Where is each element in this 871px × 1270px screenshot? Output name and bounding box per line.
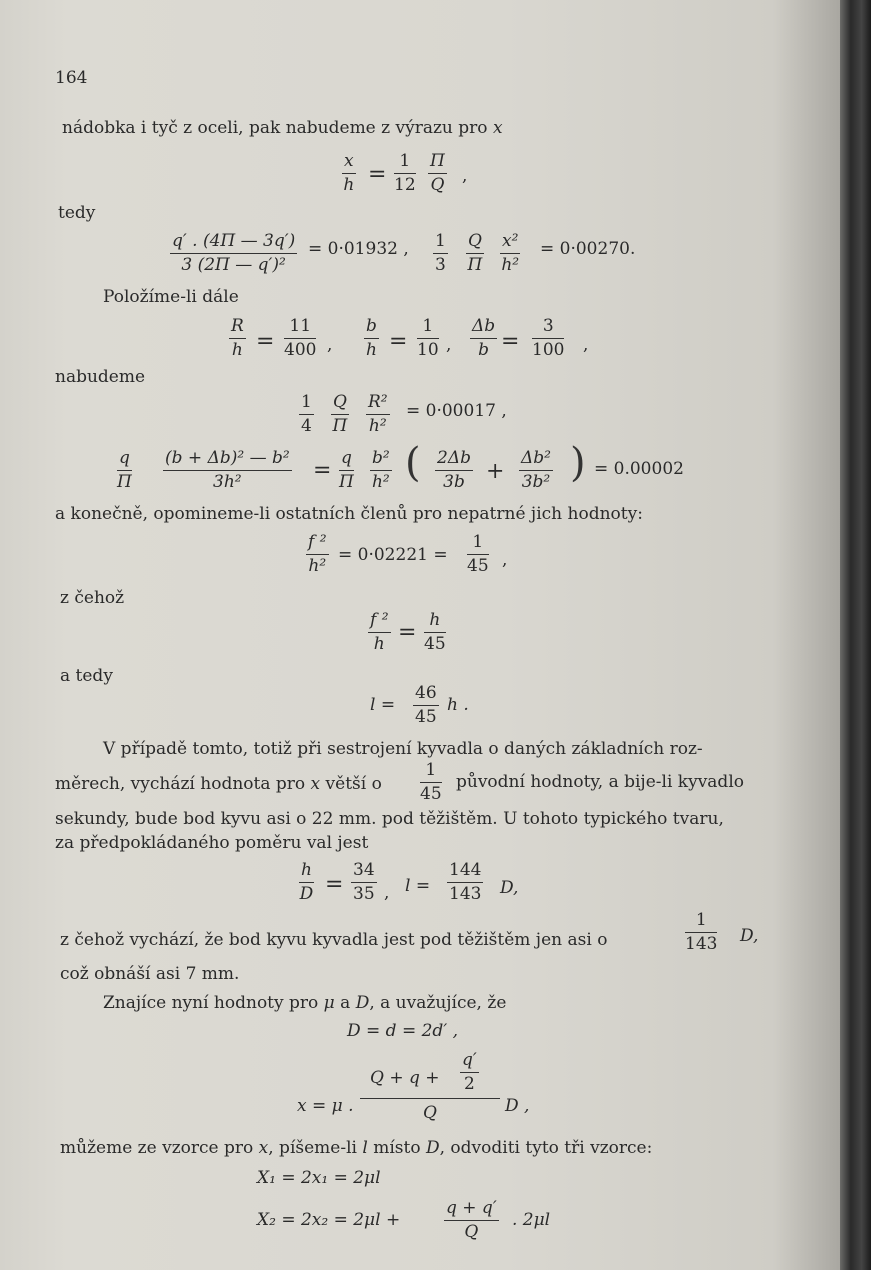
var-x: x bbox=[258, 1138, 269, 1158]
num: 46 bbox=[413, 685, 439, 706]
num: R² bbox=[366, 394, 390, 415]
eq3-frac-1-3 bbox=[433, 233, 448, 274]
para3-post: , a uvažujíce, že bbox=[369, 993, 507, 1013]
eq9-h: h . bbox=[447, 695, 469, 715]
eq10-equals: = bbox=[325, 872, 344, 897]
var-mu: μ bbox=[323, 993, 335, 1013]
den: 45 bbox=[415, 707, 437, 727]
para2-line1: z čehož vychází, že bod kyvu kyvadla jest pod těžištěm jen asi o bbox=[60, 930, 608, 950]
text-line-1-body: nádobka i tyč z oceli, pak nabudeme z výrazu pro bbox=[62, 118, 488, 138]
num: 1 bbox=[417, 318, 439, 339]
para3-pre: Znajíce nyní hodnoty pro bbox=[103, 993, 319, 1013]
eq4-frac-b-h bbox=[364, 318, 379, 359]
num: f ² bbox=[306, 534, 329, 555]
den: 3b bbox=[443, 472, 465, 492]
eq12-inner-frac bbox=[460, 1052, 479, 1093]
var-D: D bbox=[355, 993, 370, 1013]
eq6-equals: = bbox=[313, 458, 332, 483]
eq6-frac-db2-3b2 bbox=[519, 450, 553, 491]
eq1-comma: , bbox=[462, 166, 468, 186]
para1-line2-pre: měrech, vychází hodnota pro bbox=[55, 774, 306, 794]
den: D bbox=[299, 884, 314, 904]
var-D: D bbox=[425, 1138, 440, 1158]
para1-frac-1-45 bbox=[420, 762, 442, 803]
eq14-post: . 2μl bbox=[512, 1210, 551, 1230]
den: 4 bbox=[301, 416, 312, 436]
den: 10 bbox=[417, 340, 439, 360]
den: 3h² bbox=[213, 472, 242, 492]
num: h bbox=[424, 612, 446, 633]
eq4-frac-r-h bbox=[229, 318, 246, 359]
num: 1 bbox=[467, 534, 489, 555]
eq10-D: D, bbox=[500, 878, 519, 898]
num: 34 bbox=[351, 862, 377, 883]
den: Q bbox=[464, 1222, 479, 1242]
num: q′ bbox=[460, 1052, 479, 1073]
eq8-equals: = bbox=[398, 620, 417, 645]
num: q bbox=[117, 450, 132, 471]
num: 3 bbox=[532, 318, 564, 339]
text-akonecne: a konečně, opomineme-li ostatních členů pro nepatrné jich hodnoty: bbox=[55, 504, 643, 524]
eq7-mid: = 0·02221 = bbox=[338, 545, 448, 565]
eq10-frac-144-143 bbox=[447, 862, 483, 903]
num: q bbox=[339, 450, 354, 471]
num: 1 bbox=[420, 762, 442, 783]
den: b bbox=[478, 340, 490, 360]
den: 400 bbox=[284, 340, 317, 360]
eq4-equals-3: = bbox=[501, 329, 520, 354]
eq1-frac-pi-q bbox=[428, 153, 447, 194]
word-tedy: tedy bbox=[58, 203, 96, 223]
num: 11 bbox=[284, 318, 316, 339]
eq6-frac-q-pi-2 bbox=[339, 450, 354, 491]
var-x: x bbox=[492, 118, 503, 138]
eq6-frac-q-pi bbox=[117, 450, 132, 491]
num: (b + Δb)² — b² bbox=[163, 450, 292, 471]
para1-line2-post: původní hodnoty, a bije-li kyvadlo bbox=[456, 772, 744, 792]
para4-pre: můžeme ze vzorce pro bbox=[60, 1138, 254, 1158]
den: h² bbox=[501, 255, 520, 275]
eq9-frac-46-45 bbox=[413, 685, 439, 726]
page-number: 164 bbox=[55, 68, 88, 88]
var-l: l bbox=[362, 1138, 368, 1158]
den: h bbox=[373, 634, 385, 654]
para4-mid2: místo bbox=[373, 1138, 421, 1158]
para2-D: D, bbox=[740, 926, 759, 946]
num: 1 bbox=[394, 153, 416, 174]
eq4-frac-11-400 bbox=[284, 318, 316, 359]
den: Π bbox=[339, 472, 354, 492]
text-polozime: Položíme-li dále bbox=[103, 287, 239, 307]
den: 45 bbox=[420, 784, 442, 804]
eq4-frac-db-b bbox=[470, 318, 497, 359]
para4-mid: , píšeme-li bbox=[268, 1138, 357, 1158]
book-spine-edge bbox=[840, 0, 871, 1270]
eq12-numerator bbox=[360, 1052, 500, 1098]
num: 2Δb bbox=[435, 450, 473, 471]
eq4-comma-3: , bbox=[583, 335, 589, 355]
den: h² bbox=[308, 556, 327, 576]
eq7-frac-f2-h2 bbox=[306, 534, 329, 575]
num: x² bbox=[500, 233, 520, 254]
eq4-frac-1-10 bbox=[417, 318, 439, 359]
word-nabudeme: nabudeme bbox=[55, 367, 146, 387]
den: 143 bbox=[449, 884, 482, 904]
den: 2 bbox=[463, 1074, 475, 1094]
eq4-equals-2: = bbox=[389, 329, 408, 354]
den: 45 bbox=[467, 556, 489, 576]
text-zcehoz: z čehož bbox=[60, 588, 125, 608]
den: Π bbox=[467, 255, 483, 275]
var-x: x bbox=[310, 774, 321, 794]
eq4-comma-1: , bbox=[327, 335, 333, 355]
den: 143 bbox=[685, 934, 718, 954]
eq12-num-text: Q + q + bbox=[370, 1068, 440, 1088]
eq2-frac bbox=[170, 233, 297, 274]
den: 3 bbox=[435, 255, 446, 275]
eq10-l: l = bbox=[405, 876, 431, 896]
eq6-frac-b2-h2 bbox=[370, 450, 392, 491]
para4-line1 bbox=[60, 1140, 652, 1157]
eq10-frac-h-d bbox=[299, 862, 314, 903]
eq2-rhs: = 0·01932 , bbox=[308, 239, 409, 259]
text-line-1 bbox=[62, 120, 503, 137]
eq3-frac-x2-h2 bbox=[500, 233, 520, 274]
num: Q bbox=[331, 394, 349, 415]
den: 3b² bbox=[521, 472, 551, 492]
eq5-frac-q-pi bbox=[331, 394, 349, 435]
den: h² bbox=[368, 416, 387, 436]
num: R bbox=[229, 318, 246, 339]
den: h bbox=[231, 340, 243, 360]
eq1-equals: = bbox=[368, 162, 387, 187]
para1-line1: V případě tomto, totiž při sestrojení kyvadla o daných základních roz- bbox=[103, 739, 703, 759]
den: 45 bbox=[424, 634, 446, 654]
num: q′ . (4Π — 3q′) bbox=[170, 233, 297, 254]
para3-mid: a bbox=[340, 993, 351, 1013]
para3-line1 bbox=[103, 995, 506, 1012]
eq12-x: x = μ . bbox=[297, 1096, 354, 1116]
eq9-l: l = bbox=[370, 695, 396, 715]
eq1-frac-x-h bbox=[342, 153, 356, 194]
den: 12 bbox=[394, 175, 416, 195]
eq12-big-frac bbox=[360, 1052, 500, 1123]
para1-line2 bbox=[55, 776, 382, 793]
num: Δb² bbox=[519, 450, 553, 471]
eq3-rhs: = 0·00270. bbox=[540, 239, 636, 259]
eq8-frac-f2-h bbox=[368, 612, 391, 653]
eq6-paren-close: ) bbox=[570, 440, 586, 486]
eq4-comma-2: , bbox=[446, 335, 452, 355]
eq7-frac-1-45 bbox=[467, 534, 489, 575]
eq6-rhs: = 0.00002 bbox=[594, 459, 684, 479]
num: 144 bbox=[447, 862, 483, 883]
num: f ² bbox=[368, 612, 391, 633]
eq10-frac-34-35 bbox=[351, 862, 377, 903]
num: Δb bbox=[470, 318, 497, 339]
eq4-frac-3-100 bbox=[532, 318, 564, 359]
eq5-rhs: = 0·00017 , bbox=[406, 401, 507, 421]
eq6-frac-2db-3b bbox=[435, 450, 473, 491]
eq14-pre: X₂ = 2x₂ = 2μl + bbox=[257, 1210, 401, 1230]
num: x bbox=[342, 153, 356, 174]
den: Q bbox=[430, 175, 445, 195]
eq1-frac-1-12 bbox=[394, 153, 416, 194]
num: q + q′ bbox=[444, 1200, 499, 1221]
eq3-frac-q-pi bbox=[466, 233, 484, 274]
den: 35 bbox=[353, 884, 375, 904]
eq8-frac-h-45 bbox=[424, 612, 446, 653]
num: 1 bbox=[433, 233, 448, 254]
eq13: X₁ = 2x₁ = 2μl bbox=[257, 1168, 381, 1188]
den: h bbox=[343, 175, 355, 195]
num: 1 bbox=[685, 912, 717, 933]
eq5-frac-1-4 bbox=[299, 394, 314, 435]
text-atedy: a tedy bbox=[60, 666, 113, 686]
para4-post: , odvoditi tyto tři vzorce: bbox=[439, 1138, 653, 1158]
eq11: D = d = 2d′ , bbox=[347, 1021, 458, 1041]
para1-line4: za předpokládaného poměru val jest bbox=[55, 833, 369, 853]
num: h bbox=[299, 862, 314, 883]
num: 1 bbox=[299, 394, 314, 415]
num: Π bbox=[428, 153, 447, 174]
den: 100 bbox=[532, 340, 565, 360]
para1-line3: sekundy, bude bod kyvu asi o 22 mm. pod těžištěm. U tohoto typického tvaru, bbox=[55, 809, 724, 829]
eq14-frac bbox=[444, 1200, 499, 1241]
den: Π bbox=[117, 472, 132, 492]
den: h² bbox=[371, 472, 390, 492]
den: 3 (2Π — q′)² bbox=[181, 255, 286, 275]
para1-line2-mid: větší o bbox=[325, 774, 382, 794]
num: b bbox=[364, 318, 379, 339]
eq10-comma: , bbox=[384, 883, 390, 903]
eq5-frac-r2-h2 bbox=[366, 394, 390, 435]
eq6-frac-main bbox=[163, 450, 292, 491]
eq12-D: D , bbox=[505, 1096, 530, 1116]
para2-frac-1-143 bbox=[685, 912, 717, 953]
den: h bbox=[365, 340, 377, 360]
num: Q bbox=[466, 233, 484, 254]
eq12-denominator: Q bbox=[360, 1098, 500, 1123]
den: Π bbox=[332, 416, 348, 436]
num: b² bbox=[370, 450, 392, 471]
eq7-comma: , bbox=[502, 550, 508, 570]
para2-line2: což obnáší asi 7 mm. bbox=[60, 964, 240, 984]
eq4-equals-1: = bbox=[256, 329, 275, 354]
eq6-plus: + bbox=[486, 459, 505, 484]
eq6-paren-open: ( bbox=[405, 440, 421, 486]
